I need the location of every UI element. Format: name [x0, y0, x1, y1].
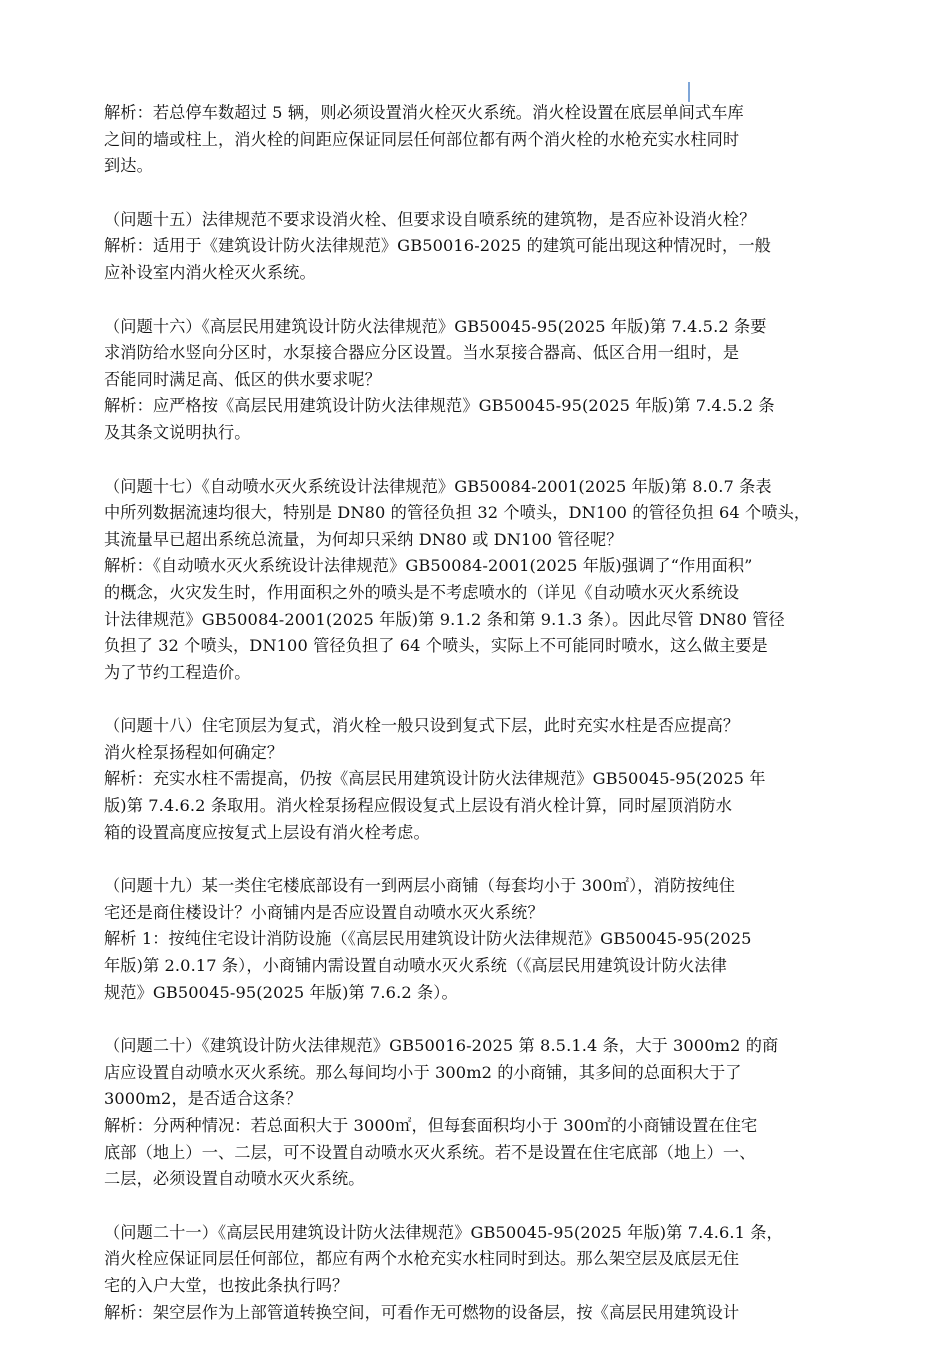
text-line: （问题二十）《建筑设计防火法律规范》GB50016-2025 第 8.5.1.4 条，大于 3000m2 的商	[104, 1036, 779, 1056]
text-line: 求消防给水竖向分区时，水泵接合器应分区设置。当水泵接合器高、低区合用一组时，是	[104, 343, 740, 363]
text-line: 二层，必须设置自动喷水灭火系统。	[104, 1169, 365, 1189]
text-line: 否能同时满足高、低区的供水要求呢？	[104, 369, 381, 389]
text-line: 的概念，火灾发生时，作用面积之外的喷头是不考虑喷水的（详见《自动喷水灭火系统设	[104, 582, 740, 602]
text-line: （问题十五）法律规范不要求设消火栓、但要求设自喷系统的建筑物，是否应补设消火栓？	[104, 209, 756, 229]
text-line: 为了节约工程造价。	[104, 662, 251, 682]
text-line: 解析：若总停车数超过 5 辆，则必须设置消火栓灭火系统。消火栓设置在底层单间式车库	[104, 103, 744, 122]
text-line: 消火栓应保证同层任何部位，都应有两个水枪充实水柱同时到达。那么架空层及底层无住	[104, 1249, 740, 1269]
text-line: 底部（地上）一、二层，可不设置自动喷水灭火系统。若不是设置在住宅底部（地上）一、	[104, 1142, 756, 1162]
text-line: 3000m2，是否适合这条？	[104, 1089, 302, 1109]
text-line: 到达。	[104, 156, 153, 176]
text-cursor	[688, 82, 690, 102]
text-line: 宅还是商住楼设计？小商铺内是否应设置自动喷水灭火系统？	[104, 902, 544, 922]
text-line: 规范》GB50045-95(2025 年版)第 7.6.2 条）。	[104, 982, 458, 1002]
text-line: （问题十七）《自动喷水灭火系统设计法律规范》GB50084-2001(2025 年版)第 8.0.7 条表	[104, 476, 772, 496]
document-body	[104, 100, 856, 1353]
text-line: 箱的设置高度应按复式上层设有消火栓考虑。	[104, 822, 430, 842]
paragraph-block	[104, 100, 856, 180]
text-line: 应补设室内消火栓灭火系统。	[104, 262, 316, 282]
text-line: 计法律规范》GB50084-2001(2025 年版)第 9.1.2 条和第 9.1.3 条）。因此尽管 DN80 管径	[104, 609, 785, 629]
text-line: 解析：应严格按《高层民用建筑设计防火法律规范》GB50045-95(2025 年版)第 7.4.5.2 条	[104, 396, 775, 416]
paragraph-block	[104, 474, 856, 687]
text-line: 及其条文说明执行。	[104, 422, 251, 442]
text-line: 店应设置自动喷水灭火系统。那么每间均小于 300m2 的小商铺，其多间的总面积大于了	[104, 1062, 742, 1082]
paragraph-block	[104, 1220, 856, 1326]
text-line: （问题十八）住宅顶层为复式，消火栓一般只设到复式下层，此时充实水柱是否应提高？	[104, 716, 740, 736]
text-line: 解析：充实水柱不需提高，仍按《高层民用建筑设计防火法律规范》GB50045-95(2025 年	[104, 769, 766, 789]
paragraph-block	[104, 713, 856, 846]
text-line: （问题十九）某一类住宅楼底部设有一到两层小商铺（每套均小于 300㎡），消防按纯住	[104, 876, 735, 896]
paragraph-block	[104, 207, 856, 287]
text-line: 负担了 32 个喷头，DN100 管径负担了 64 个喷头，实际上不可能同时喷水，这么做主要是	[104, 636, 768, 656]
paragraph-block	[104, 873, 856, 1006]
text-line: （问题十六）《高层民用建筑设计防火法律规范》GB50045-95(2025 年版)第 7.4.5.2 条要	[104, 316, 767, 336]
text-line: 解析 1：按纯住宅设计消防设施（《高层民用建筑设计防火法律规范》GB50045-95(2025	[104, 929, 752, 949]
text-line: 解析：适用于《建筑设计防火法律规范》GB50016-2025 的建筑可能出现这种情况时，一般	[104, 236, 771, 256]
text-line: 之间的墙或柱上，消火栓的间距应保证同层任何部位都有两个消火栓的水枪充实水柱同时	[104, 129, 740, 149]
text-line: 解析：《自动喷水灭火系统设计法律规范》GB50084-2001(2025 年版)强调了“作用面积”	[104, 556, 753, 576]
paragraph-block	[104, 1033, 856, 1193]
text-line: 解析：分两种情况：若总面积大于 3000㎡，但每套面积均小于 300㎡的小商铺设置在住宅	[104, 1116, 758, 1135]
text-line: 消火栓泵扬程如何确定？	[104, 742, 284, 762]
text-line: 版)第 7.4.6.2 条取用。消火栓泵扬程应假设复式上层设有消火栓计算，同时屋顶消防水	[104, 796, 733, 816]
text-line: 解析：架空层作为上部管道转换空间，可看作无可燃物的设备层，按《高层民用建筑设计	[104, 1302, 740, 1322]
text-line: 其流量早已超出系统总流量，为何却只采纳 DN80 或 DN100 管径呢？	[104, 529, 623, 549]
text-line: （问题二十一）《高层民用建筑设计防火法律规范》GB50045-95(2025 年版)第 7.4.6.1 条，	[104, 1222, 783, 1242]
text-line: 年版)第 2.0.17 条），小商铺内需设置自动喷水灭火系统（《高层民用建筑设计防火法律	[104, 956, 727, 976]
text-line: 中所列数据流速均很大，特别是 DN80 的管径负担 32 个喷头，DN100 的管径负担 64 个喷头，	[104, 503, 811, 523]
paragraph-block	[104, 314, 856, 447]
text-line: 宅的入户大堂，也按此条执行吗？	[104, 1275, 349, 1295]
